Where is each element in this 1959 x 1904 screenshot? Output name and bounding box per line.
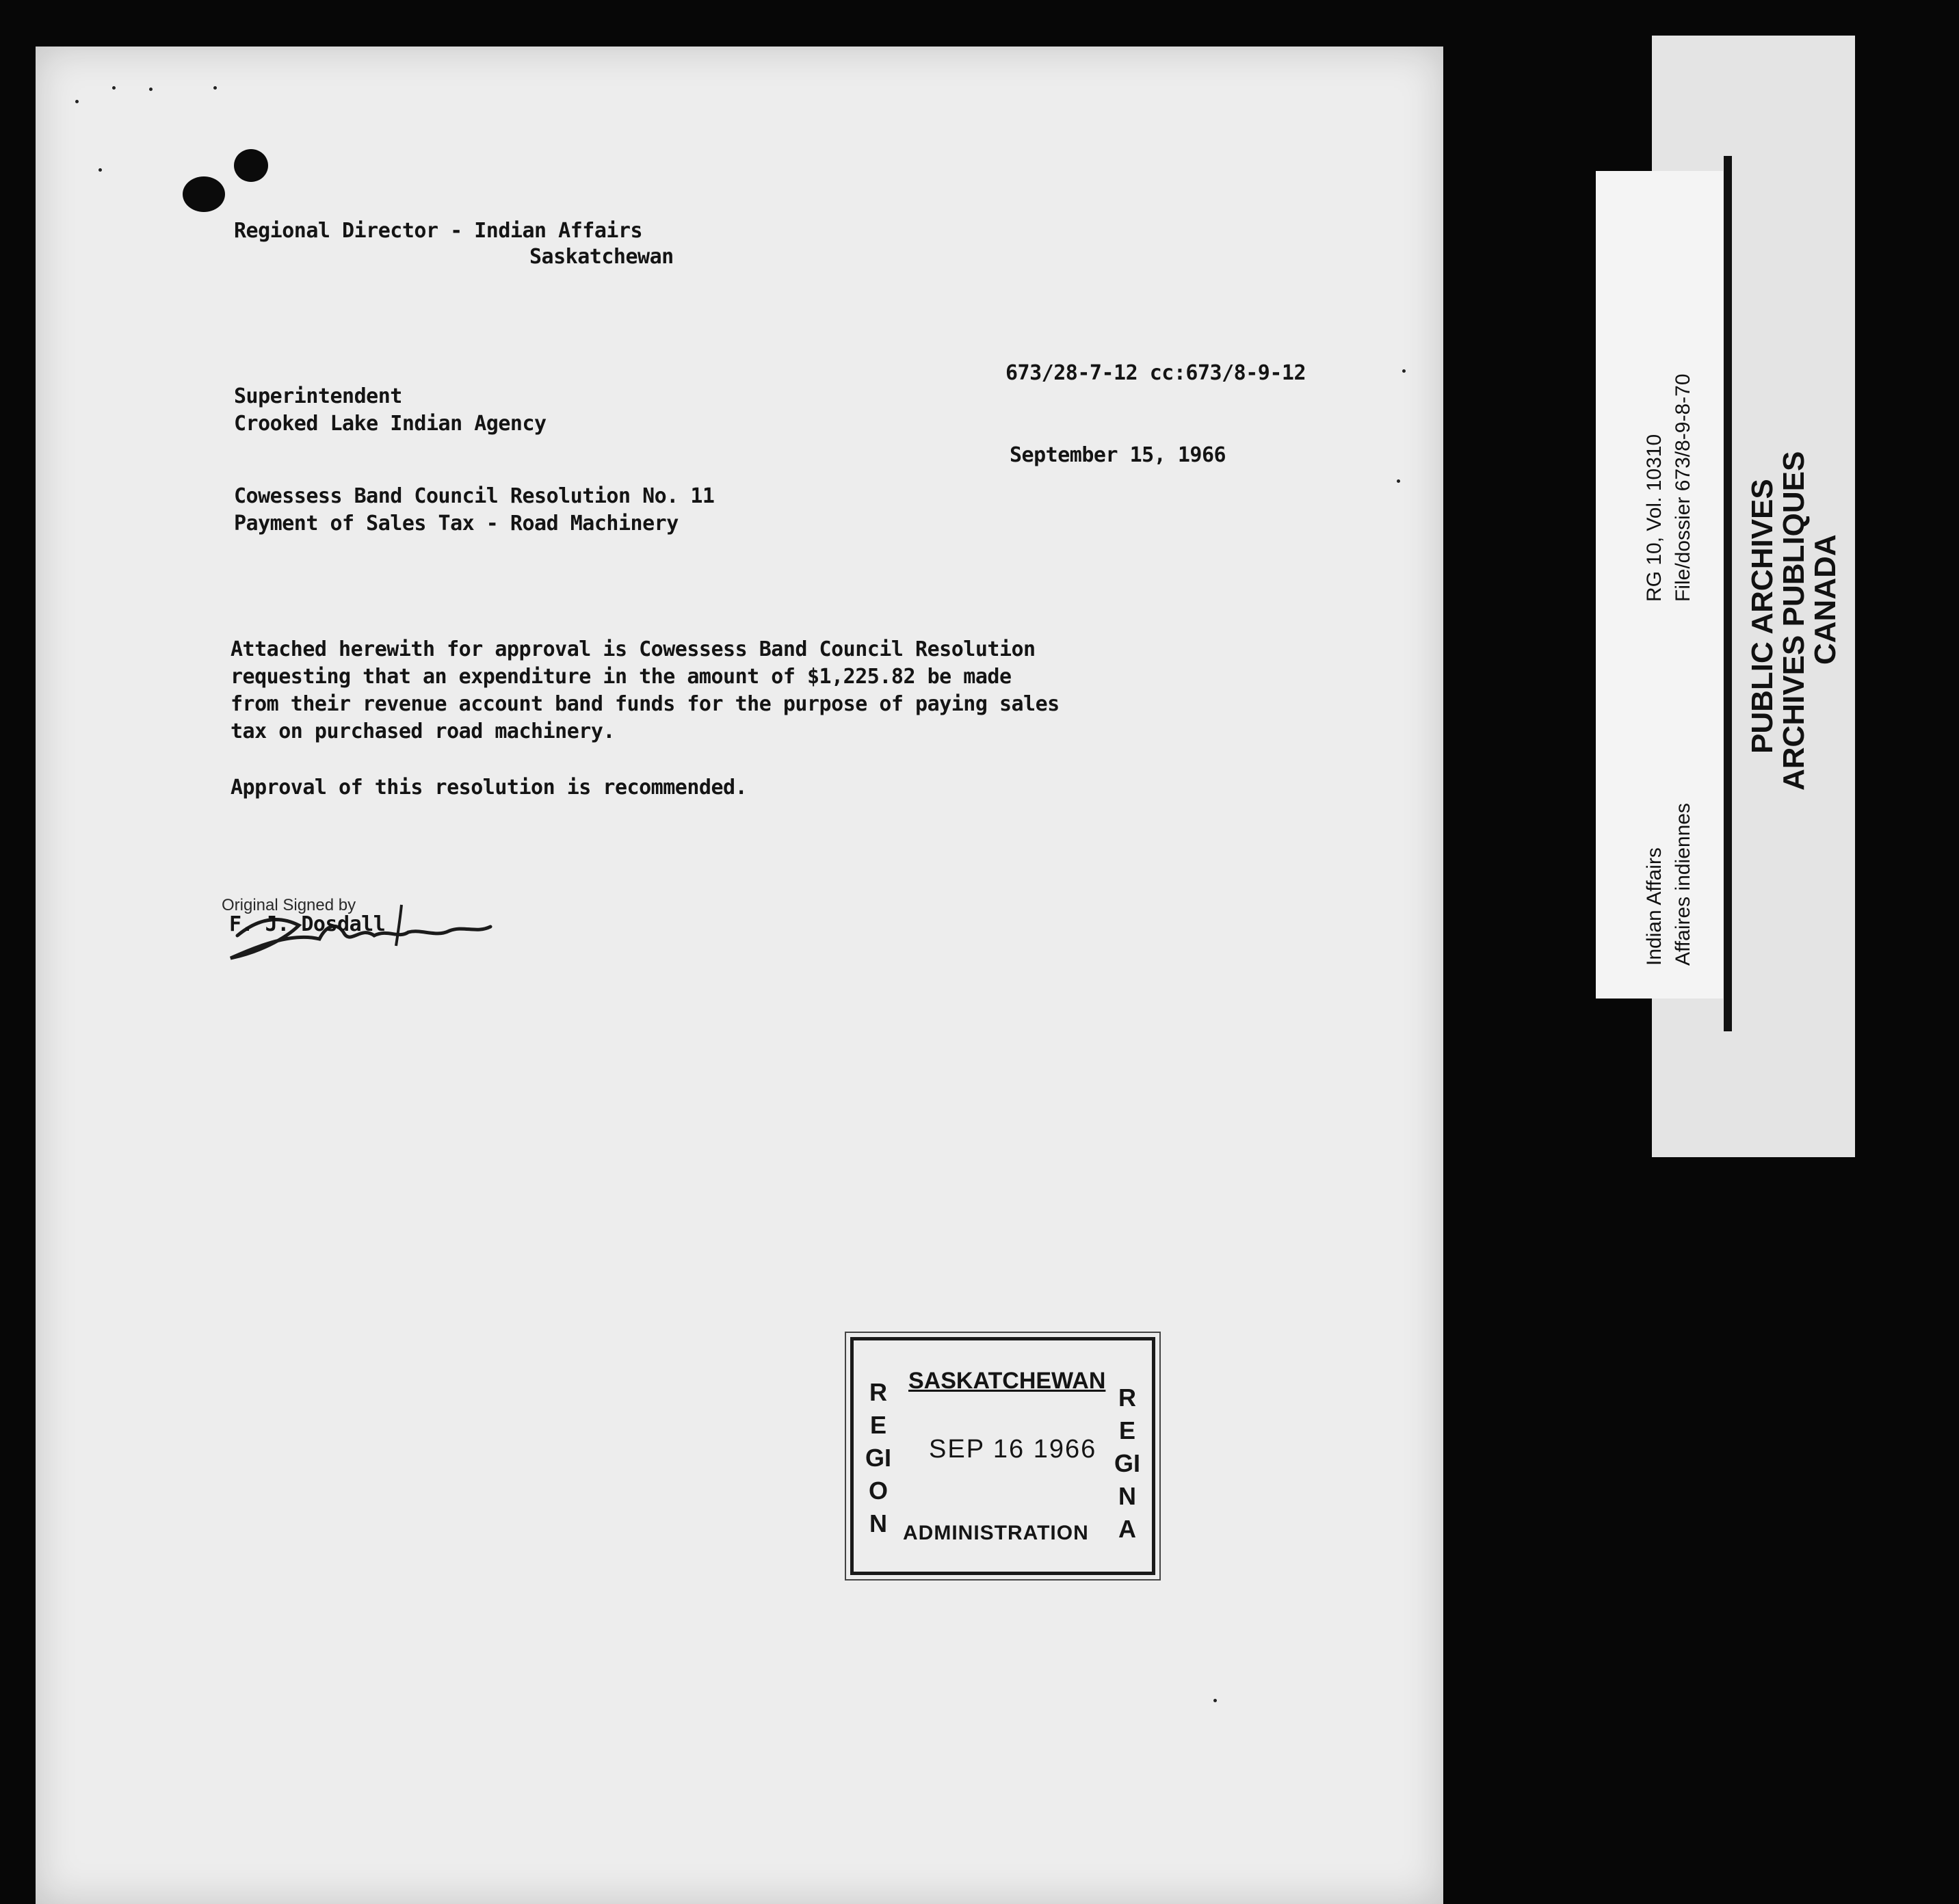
speck — [149, 88, 153, 91]
archive-record-group: RG 10, Vol. 10310 — [1643, 434, 1666, 602]
subject-line-1: Cowessess Band Council Resolution No. 11 — [234, 484, 715, 508]
recipient-line-2: Saskatchewan — [529, 245, 674, 269]
body-line: tax on purchased road machinery. — [231, 719, 615, 743]
file-reference: 673/28-7-12 cc:673/8-9-12 — [1005, 361, 1306, 385]
received-stamp — [850, 1337, 1155, 1575]
stamp-region-vertical: REGION — [865, 1378, 891, 1537]
archive-org-en: PUBLIC ARCHIVES — [1746, 479, 1779, 754]
punch-hole-mark — [234, 149, 268, 182]
sender-line-1: Superintendent — [234, 384, 402, 408]
body-line: requesting that an expenditure in the amount of $1,225.82 be made — [231, 665, 1012, 689]
letter-date: September 15, 1966 — [1010, 443, 1226, 467]
subject-line-2: Payment of Sales Tax - Road Machinery — [234, 512, 679, 536]
sender-line-2: Crooked Lake Indian Agency — [234, 412, 547, 436]
document-page — [36, 47, 1443, 1904]
archive-dept-fr: Affaires indiennes — [1672, 803, 1694, 966]
body-line: from their revenue account band funds for the purpose of paying sales — [231, 692, 1060, 716]
archive-dept-en: Indian Affairs — [1643, 847, 1666, 966]
speck — [1213, 1699, 1217, 1702]
label-edge-shadow — [1724, 156, 1732, 1031]
speck — [112, 86, 116, 90]
archive-file-number: File/dossier 673/8-9-8-70 — [1672, 373, 1694, 602]
recommendation-line: Approval of this resolution is recommended. — [231, 776, 748, 799]
archive-org-fr: ARCHIVES PUBLIQUES — [1777, 451, 1811, 791]
body-paragraph — [231, 636, 1060, 745]
speck — [75, 100, 79, 103]
stamp-date: SEP 16 1966 — [929, 1435, 1097, 1464]
stamp-regina-vertical: REGINA — [1114, 1384, 1140, 1543]
body-line: Attached herewith for approval is Cowessess Band Council Resolution — [231, 637, 1036, 661]
speck — [1397, 479, 1400, 483]
speck — [213, 86, 217, 90]
stamp-administration: ADMINISTRATION — [903, 1522, 1089, 1544]
original-signed-label: Original Signed by — [222, 896, 356, 914]
archive-country: CANADA — [1809, 534, 1842, 665]
speck — [98, 168, 102, 172]
punch-hole-mark — [183, 176, 225, 212]
speck — [1402, 369, 1406, 373]
stamp-province: SASKATCHEWAN — [908, 1368, 1106, 1394]
signer-name: F. J. Dosdall — [229, 912, 386, 936]
recipient-line-1: Regional Director - Indian Affairs — [234, 219, 643, 243]
